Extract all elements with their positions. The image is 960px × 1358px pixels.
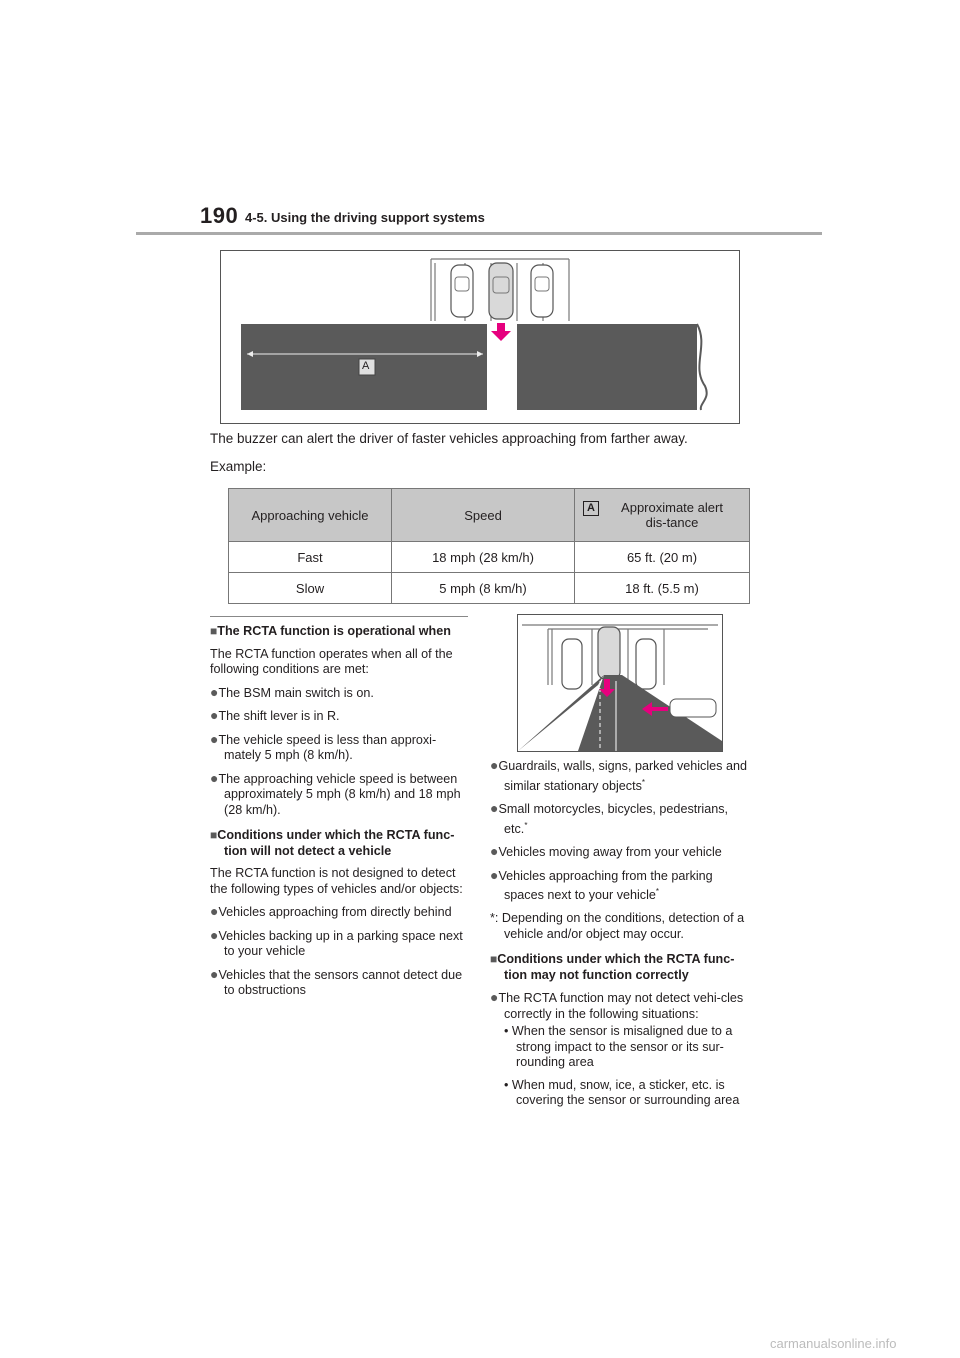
section-divider xyxy=(210,616,468,617)
list-item: ●The vehicle speed is less than approxi-mately 5 mph (8 km/h). xyxy=(210,730,437,762)
figure-label-a: A xyxy=(362,360,370,372)
intro-text: The buzzer can alert the driver of faster vehicles approaching from farther away. xyxy=(210,431,688,446)
table-header-speed: Speed xyxy=(392,489,575,542)
list-item: ●The approaching vehicle speed is between approximately 5 mph (8 km/h) and 18 mph (28 km/h). xyxy=(210,769,461,817)
list-item: ●The shift lever is in R. xyxy=(210,707,340,723)
list-item: ●Vehicles approaching from directly behind xyxy=(210,903,452,919)
sub-list-item: • When the sensor is misaligned due to a strong impact to the sensor or its sur-rounding area xyxy=(504,1024,733,1070)
section-title: 4-5. Using the driving support systems xyxy=(245,210,485,225)
alert-distance-illustration xyxy=(220,250,740,424)
sub-list-item: • When mud, snow, ice, a sticker, etc. is covering the sensor or surrounding area xyxy=(504,1077,740,1108)
example-label: Example: xyxy=(210,459,267,474)
right-column: ●Guardrails, walls, signs, parked vehicles and similar stationary objects* ●Small motorcycles, bicycles, pedestrians, etc.* ●Vehicles moving away from your vehicle ●Vehicles approaching from the parking spaces next to your vehicle* *: Depending on the conditions, detection of a vehicle and/or object may occur. ■Conditions under which the RCTA func-tion may not function correctly ●The RCTA function may not detect vehi-cles correctly in the following situations: • When the sensor is misaligned due to a strong impact to the sensor or its sur-rounding area • When mud, snow, ice, a sticker, etc. is covering the sensor or surrounding area xyxy=(490,758,752,1116)
list-item: ●The BSM main switch is on. xyxy=(210,683,374,700)
table-row: Slow 5 mph (8 km/h) 18 ft. (5.5 m) xyxy=(229,573,750,604)
heading-not-detect: Conditions under which the RCTA func-tion will not detect a vehicle xyxy=(217,828,455,858)
list-item: ●The RCTA function may not detect vehi-cles correctly in the following situations: xyxy=(490,989,744,1021)
left-column: ■The RCTA function is operational when The RCTA function operates when all of the following conditions are met: ●The BSM main switch is on. ●The shift lever is in R. ●The vehicle speed is less than approxi-mately 5 mph (8 km/h). ●The approaching vehicle speed is between approximately 5 mph (8 km/h) and 18 mph (28 km/h). ■Conditions under which the RCTA func-tion will not detect a vehicle The RCTA function is not designed to detect the following types of vehicles and/or objects: ●Vehicles approaching from directly behind ●Vehicles backing up in a parking space next to your vehicle ●Vehicles that the sensors cannot detect due to obstructions xyxy=(210,624,468,1006)
list-item: ●Vehicles approaching from the parking spaces next to your vehicle* xyxy=(490,866,713,903)
para-not-detect: The RCTA function is not designed to detect the following types of vehicles and/or objects: xyxy=(210,866,463,896)
rcta-illustration xyxy=(517,614,723,752)
list-item: ●Vehicles moving away from your vehicle xyxy=(490,843,722,860)
label-box-a: A xyxy=(583,501,599,516)
table-row: Fast 18 mph (28 km/h) 65 ft. (20 m) xyxy=(229,542,750,573)
footnote: *: Depending on the conditions, detection of a vehicle and/or object may occur. xyxy=(490,911,745,941)
alert-distance-table xyxy=(228,488,750,604)
list-item: ●Guardrails, walls, signs, parked vehicles and similar stationary objects* xyxy=(490,757,747,793)
heading-may-not-function: Conditions under which the RCTA func-tion may not function correctly xyxy=(497,952,735,982)
table-header-distance: A Approximate alert dis-tance xyxy=(575,489,750,542)
para-operational: The RCTA function operates when all of the following conditions are met: xyxy=(210,646,453,676)
heading-operational: The RCTA function is operational when xyxy=(217,624,451,638)
table-header-vehicle: Approaching vehicle xyxy=(229,489,392,542)
list-item: ●Small motorcycles, bicycles, pedestrians, etc.* xyxy=(490,800,729,836)
list-item: ●Vehicles backing up in a parking space next to your vehicle xyxy=(210,926,463,958)
page-number: 190 xyxy=(200,203,239,228)
list-item: ●Vehicles that the sensors cannot detect due to obstructions xyxy=(210,965,463,997)
header-rule xyxy=(136,232,822,235)
watermark: carmanualsonline.info xyxy=(770,1336,897,1351)
